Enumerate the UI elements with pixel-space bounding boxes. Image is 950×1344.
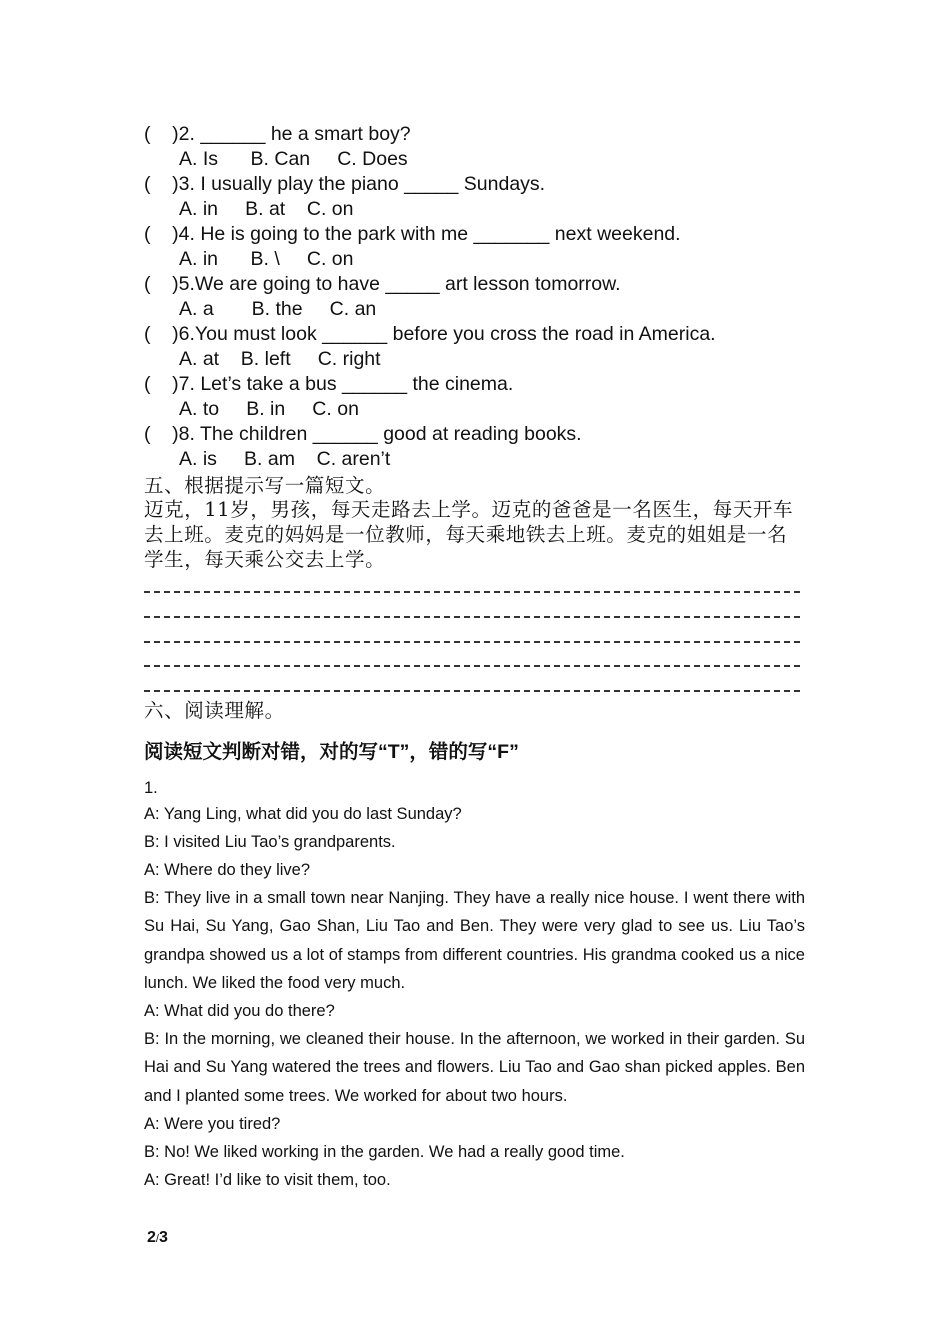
dialogue-line: A: Yang Ling, what did you do last Sunday?	[144, 805, 462, 823]
dialogue-line: B: They live in a small town near Nanjing. They have a really nice house. I went there with Su Hai, Su Yang, Gao Shan, Liu Tao and Ben. They were very glad to see us. Liu Tao’s grandpa showed us a lot of stamps from different countries. His grandma cooked us a nice lunch. We liked the food very much.	[144, 889, 805, 992]
page-number	[147, 1229, 168, 1247]
section-6-instruction: 阅读短文判断对错，对的写“T”，错的写“F”	[144, 741, 519, 763]
question-3: ( )3. I usually play the piano _____ Sundays.	[144, 173, 546, 195]
section-5-title: 五、根据提示写一篇短文。	[144, 474, 386, 497]
writing-line	[144, 690, 800, 692]
question-8-options: A. is B. am C. aren’t	[179, 448, 391, 470]
section-5-prompt: 迈克，11岁，男孩，每天走路去上学。迈克的爸爸是一名医生，每天开车去上班。麦克的妈妈是一位教师，每天乘地铁去上班。麦克的姐姐是一名学生，每天乘公交去上学。	[144, 498, 794, 571]
question-5-options: A. a B. the C. an	[179, 298, 377, 320]
section-6-title: 六、阅读理解。	[144, 699, 285, 722]
question-4: ( )4. He is going to the park with me _______ next weekend.	[144, 223, 681, 245]
dialogue-line: A: Great! I’d like to visit them, too.	[144, 1171, 391, 1189]
dialogue-line: A: Where do they live?	[144, 861, 310, 879]
current-page: 2	[147, 1229, 156, 1246]
question-2: ( )2. ______ he a smart boy?	[144, 123, 411, 145]
question-6-options: A. at B. left C. right	[179, 348, 381, 370]
passage-number: 1.	[144, 779, 158, 797]
dialogue-line: B: No! We liked working in the garden. We had a really good time.	[144, 1143, 625, 1161]
dialogue-line: A: Were you tired?	[144, 1115, 281, 1133]
question-6: ( )6.You must look ______ before you cross the road in America.	[144, 323, 716, 345]
total-pages: 3	[158, 1229, 168, 1246]
question-2-options: A. Is B. Can C. Does	[179, 148, 408, 170]
question-7: ( )7. Let’s take a bus ______ the cinema.	[144, 373, 514, 395]
writing-line	[144, 641, 800, 643]
question-3-options: A. in B. at C. on	[179, 198, 354, 220]
question-5: ( )5.We are going to have _____ art lesson tomorrow.	[144, 273, 621, 295]
page-separator: /	[155, 1233, 159, 1245]
writing-line	[144, 616, 800, 618]
question-8: ( )8. The children ______ good at reading books.	[144, 423, 582, 445]
writing-line	[144, 591, 800, 593]
question-7-options: A. to B. in C. on	[179, 398, 359, 420]
dialogue-line: B: In the morning, we cleaned their house. In the afternoon, we worked in their garden. Su Hai and Su Yang watered the trees and flowers. Liu Tao and Gao shan picked apples. Ben and I planted some trees. We worked for about two hours.	[144, 1030, 805, 1105]
writing-line	[144, 665, 800, 667]
dialogue-line: A: What did you do there?	[144, 1002, 335, 1020]
dialogue-line: B: I visited Liu Tao’s grandparents.	[144, 833, 396, 851]
question-4-options: A. in B. \ C. on	[179, 248, 354, 270]
